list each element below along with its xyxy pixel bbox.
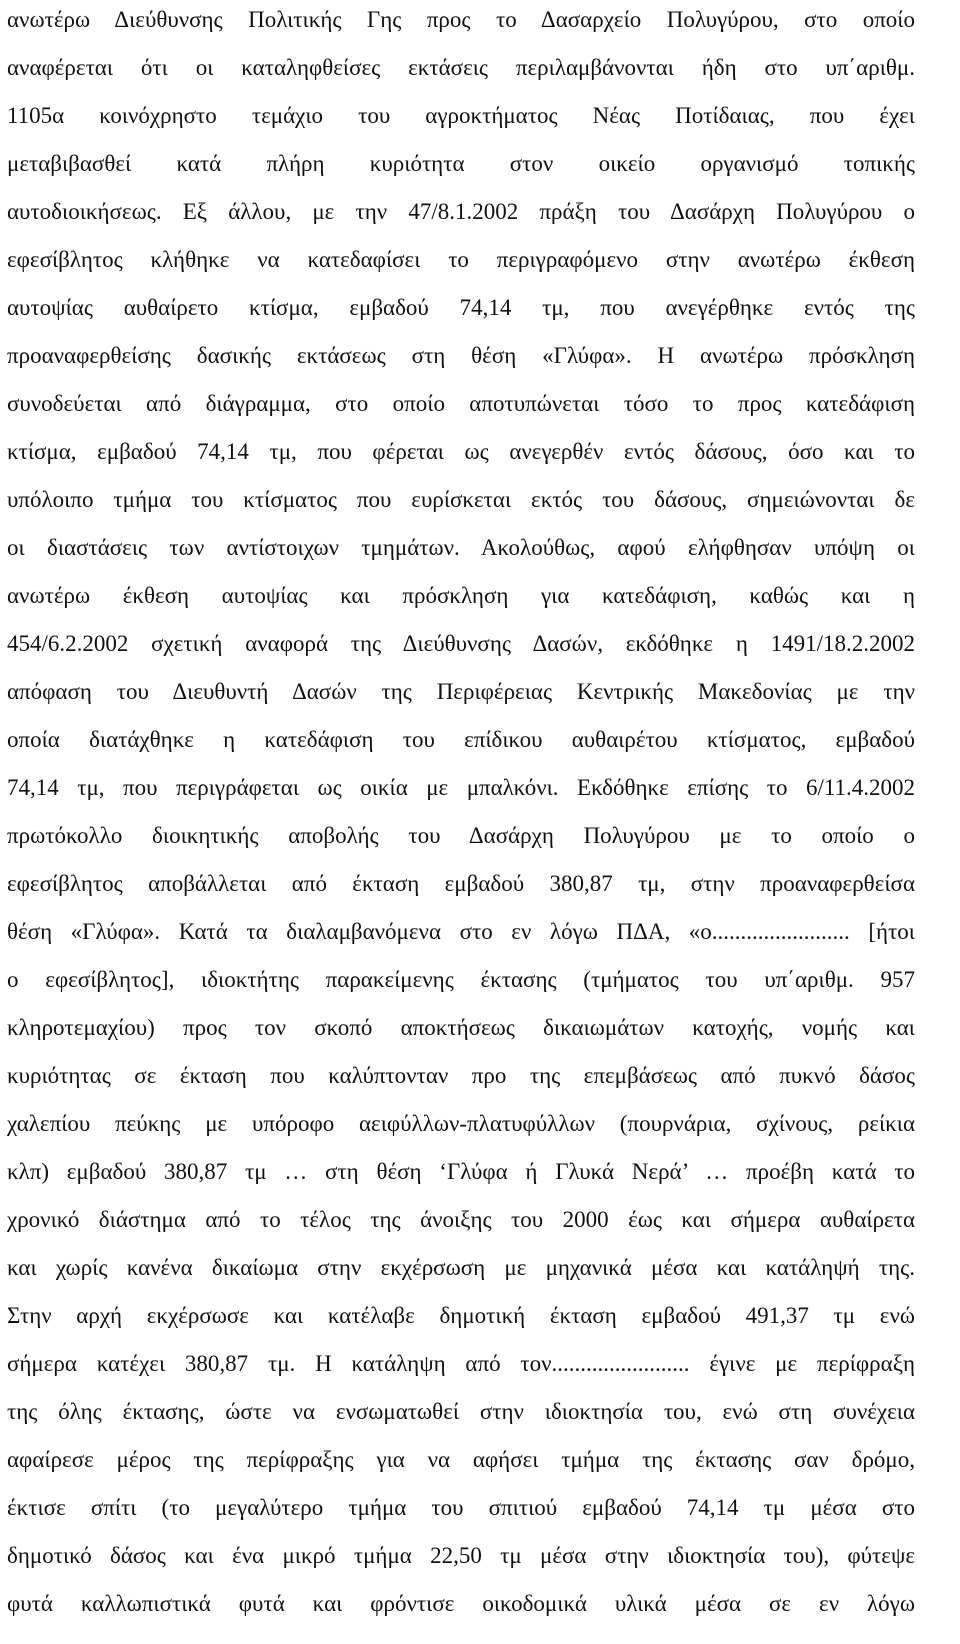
text-line: εφεσίβλητος κλήθηκε να κατεδαφίσει το περιγραφόμενο στην ανωτέρω έκθεση xyxy=(7,247,915,272)
text-line: 454/6.2.2002 σχετική αναφορά της Διεύθυνσης Δασών, εκδόθηκε η 1491/18.2.2002 xyxy=(7,631,915,656)
text-line: χρονικό διάστημα από το τέλος της άνοιξης του 2000 έως και σήμερα αυθαίρετα xyxy=(7,1207,915,1232)
text-line: της όλης έκτασης, ώστε να ενσωματωθεί στην ιδιοκτησία του, ενώ στη συνέχεια xyxy=(7,1399,915,1424)
text-line: ανωτέρω έκθεση αυτοψίας και πρόσκληση για κατεδάφιση, καθώς και η xyxy=(7,583,915,608)
text-line: έκτισε σπίτι (το μεγαλύτερο τμήμα του σπιτιού εμβαδού 74,14 τμ μέσα στο xyxy=(7,1495,915,1520)
text-line: ο εφεσίβλητος], ιδιοκτήτης παρακείμενης έκτασης (τμήματος του υπ΄αριθμ. 957 xyxy=(7,967,915,992)
text-line: κυριότητας σε έκταση που καλύπτονταν προ της επεμβάσεως από πυκνό δάσος xyxy=(7,1063,915,1088)
text-line: απόφαση του Διευθυντή Δασών της Περιφέρειας Κεντρικής Μακεδονίας με την xyxy=(7,679,915,704)
text-line: οι διαστάσεις των αντίστοιχων τμημάτων. Ακολούθως, αφού ελήφθησαν υπόψη οι xyxy=(7,535,915,560)
text-line: χαλεπίου πεύκης με υπόροφο αειφύλλων-πλατυφύλλων (πουρνάρια, σχίνους, ρείκια xyxy=(7,1111,915,1136)
text-line: υπόλοιπο τμήμα του κτίσματος που ευρίσκεται εκτός του δάσους, σημειώνονται δε xyxy=(7,487,915,512)
text-line: πρωτόκολλο διοικητικής αποβολής του Δασάρχη Πολυγύρου με το οποίο ο xyxy=(7,823,915,848)
text-line: αφαίρεσε μέρος της περίφραξης για να αφήσει τμήμα της έκτασης σαν δρόμο, xyxy=(7,1447,915,1472)
text-line: 74,14 τμ, που περιγράφεται ως οικία με μπαλκόνι. Εκδόθηκε επίσης το 6/11.4.2002 xyxy=(7,775,915,800)
text-line: σήμερα κατέχει 380,87 τμ. Η κατάληψη από τον........................ έγινε με περίφραξη xyxy=(7,1351,915,1376)
text-line: προαναφερθείσης δασικής εκτάσεως στη θέση «Γλύφα». Η ανωτέρω πρόσκληση xyxy=(7,343,915,368)
text-line: κληροτεμαχίου) προς τον σκοπό αποκτήσεως δικαιωμάτων κατοχής, νομής και xyxy=(7,1015,915,1040)
text-line: αναφέρεται ότι οι καταληφθείσες εκτάσεις περιλαμβάνονται ήδη στο υπ΄αριθμ. xyxy=(7,55,915,80)
text-line: θέση «Γλύφα». Κατά τα διαλαμβανόμενα στο εν λόγω ΠΔΑ, «ο........................ [ήτοι xyxy=(7,919,915,944)
text-line: αυτοψίας αυθαίρετο κτίσμα, εμβαδού 74,14 τμ, που ανεγέρθηκε εντός της xyxy=(7,295,915,320)
text-line: δημοτικό δάσος και ένα μικρό τμήμα 22,50 τμ μέσα στην ιδιοκτησία του), φύτεψε xyxy=(7,1543,915,1568)
text-line: οποία διατάχθηκε η κατεδάφιση του επίδικου αυθαιρέτου κτίσματος, εμβαδού xyxy=(7,727,915,752)
text-line: μεταβιβασθεί κατά πλήρη κυριότητα στον οικείο οργανισμό τοπικής xyxy=(7,151,915,176)
text-line: φυτά καλλωπιστικά φυτά και φρόντισε οικοδομικά υλικά μέσα σε εν λόγω xyxy=(7,1591,915,1616)
text-line: 1105α κοινόχρηστο τεμάχιο του αγροκτήματος Νέας Ποτίδαιας, που έχει xyxy=(7,103,915,128)
text-line: Στην αρχή εκχέρσωσε και κατέλαβε δημοτική έκταση εμβαδού 491,37 τμ ενώ xyxy=(7,1303,915,1328)
text-line: κλπ) εμβαδού 380,87 τμ … στη θέση ‘Γλύφα ή Γλυκά Νερά’ … προέβη κατά το xyxy=(7,1159,915,1184)
text-line: ανωτέρω Διεύθυνσης Πολιτικής Γης προς το Δασαρχείο Πολυγύρου, στο οποίο xyxy=(7,7,915,32)
text-line: εφεσίβλητος αποβάλλεται από έκταση εμβαδού 380,87 τμ, στην προαναφερθείσα xyxy=(7,871,915,896)
text-line: και χωρίς κανένα δικαίωμα στην εκχέρσωση με μηχανικά μέσα και κατάληψή της. xyxy=(7,1255,915,1280)
text-line: κτίσμα, εμβαδού 74,14 τμ, που φέρεται ως ανεγερθέν εντός δάσους, όσο και το xyxy=(7,439,915,464)
text-line: συνοδεύεται από διάγραμμα, στο οποίο αποτυπώνεται τόσο το προς κατεδάφιση xyxy=(7,391,915,416)
text-line: αυτοδιοικήσεως. Εξ άλλου, με την 47/8.1.2002 πράξη του Δασάρχη Πολυγύρου ο xyxy=(7,199,915,224)
